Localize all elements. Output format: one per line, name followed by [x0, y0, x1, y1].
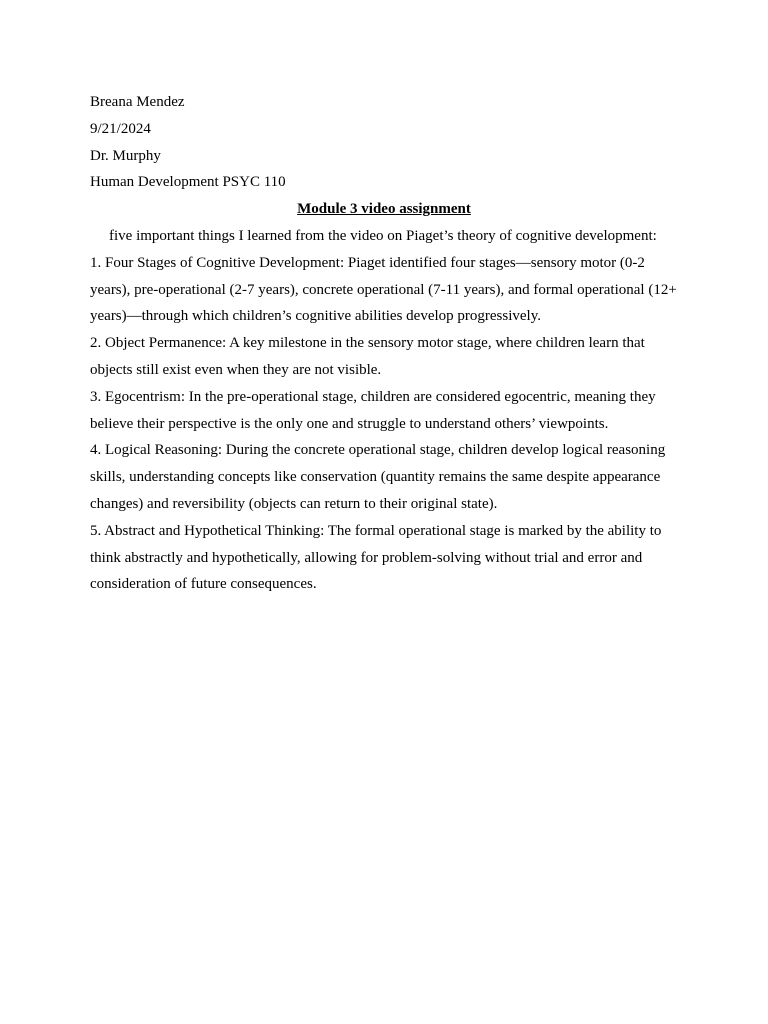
author-name: Breana Mendez: [90, 94, 185, 110]
intro-paragraph: five important things I learned from the video on Piaget’s theory of cognitive development:: [109, 227, 657, 244]
list-item: 4. Logical Reasoning: During the concrete operational stage, children develop logical reasoning skills, understanding concepts like conservation (quantity remains the same despite appearance changes) and reversibility (objects can return to their original state).: [90, 442, 666, 512]
list-item: 5. Abstract and Hypothetical Thinking: The formal operational stage is marked by the ability to think abstractly and hypothetically, allowing for problem-solving without trial and error and consideration of future consequences.: [90, 522, 662, 593]
course-name: Human Development PSYC 110: [90, 174, 286, 191]
list-item: 2. Object Permanence: A key milestone in the sensory motor stage, where children learn that objects still exist even when they are not visible.: [90, 335, 645, 378]
list-item: 1. Four Stages of Cognitive Development: Piaget identified four stages—sensory motor (0-2 years), pre-operational (2-7 years), concrete operational (7-11 years), and formal operational (12+ years)—through which children’s cognitive abilities develop progressively.: [90, 254, 677, 325]
document-date: 9/21/2024: [90, 120, 151, 137]
instructor-name: Dr. Murphy: [90, 147, 161, 164]
document-page: [90, 89, 678, 598]
list-item: 3. Egocentrism: In the pre-operational stage, children are considered egocentric, meaning they believe their perspective is the only one and struggle to understand others’ viewpoints.: [90, 388, 656, 432]
document-title: Module 3 video assignment: [297, 201, 471, 218]
